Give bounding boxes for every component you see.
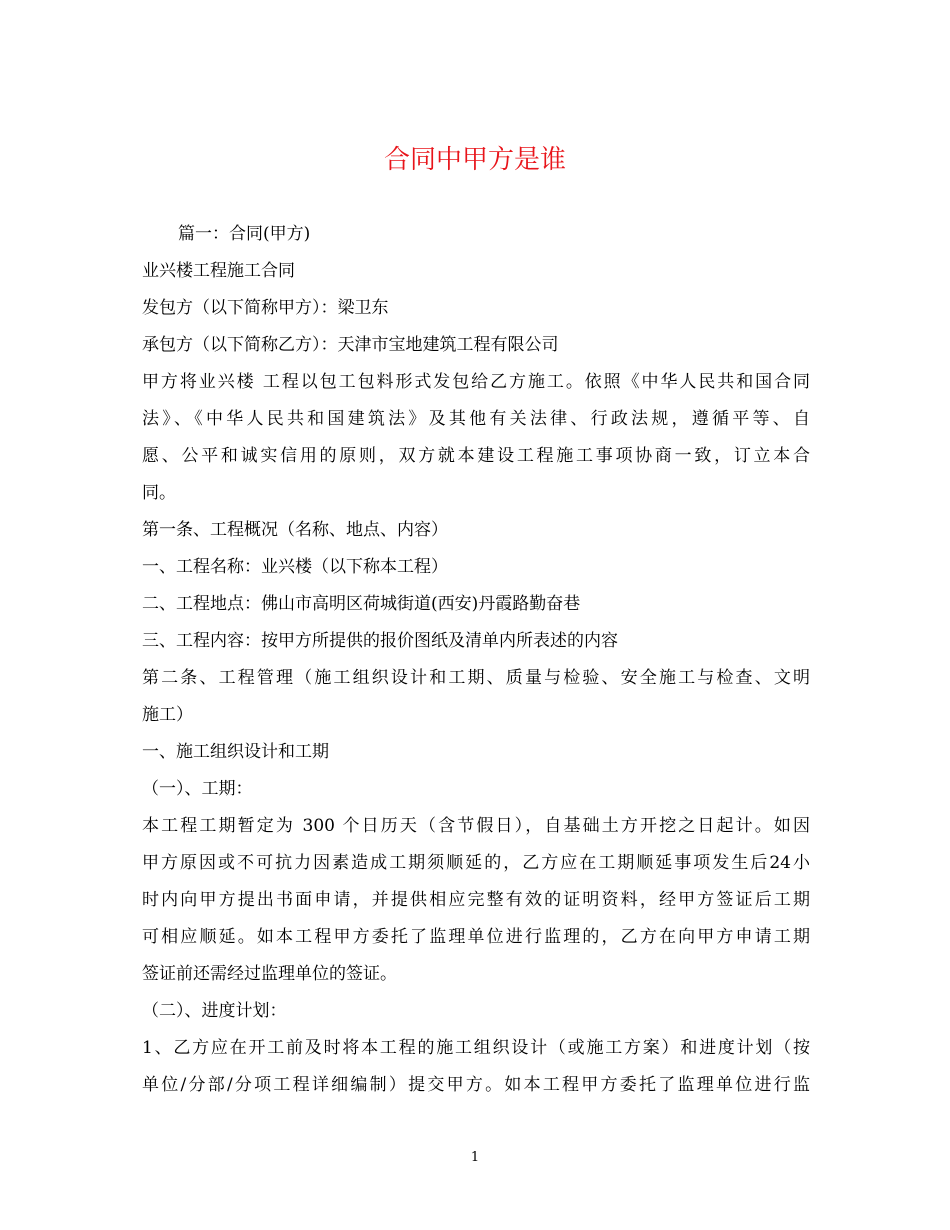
article-heading: 第二条、工程管理（施工组织设计和工期、质量与检验、安全施工与检查、文明 bbox=[142, 668, 810, 688]
body-line: 甲方将业兴楼 工程以包工包料形式发包给乙方施工。依照《中华人民共和国合同 bbox=[142, 372, 810, 392]
body-line: 甲方原因或不可抗力因素造成工期须顺延的，乙方应在工期顺延事项发生后24小 bbox=[142, 853, 810, 873]
body-line: 签证前还需经过监理单位的签证。 bbox=[142, 964, 397, 984]
contract-name: 业兴楼工程施工合同 bbox=[142, 261, 295, 281]
article-heading: 施工） bbox=[142, 705, 193, 725]
body-line: 本工程工期暂定为 300 个日历天（含节假日），自基础土方开挖之日起计。如因 bbox=[142, 816, 810, 836]
subsection-heading: （一）、工期： bbox=[142, 779, 253, 799]
document-title: 合同中甲方是谁 bbox=[383, 145, 566, 175]
body-line: 愿、公平和诚实信用的原则，双方就本建设工程施工事项协商一致，订立本合 bbox=[142, 446, 810, 466]
body-line: 法》、《中华人民共和国建筑法》及其他有关法律、行政法规，遵循平等、自 bbox=[142, 409, 810, 429]
body-line: 单位/分部/分项工程详细编制）提交甲方。如本工程甲方委托了监理单位进行监 bbox=[142, 1075, 810, 1095]
subsection-heading: 一、施工组织设计和工期 bbox=[142, 742, 329, 762]
body-line: 二、工程地点：佛山市高明区荷城街道(西安)丹霞路勤奋巷 bbox=[142, 594, 581, 614]
document-body bbox=[142, 216, 810, 1104]
article-heading: 第一条、工程概况（名称、地点、内容） bbox=[142, 520, 448, 540]
subsection-heading: （二）、进度计划： bbox=[142, 1001, 287, 1021]
page-number: 1 bbox=[470, 1150, 480, 1165]
party-a-line: 发包方（以下简称甲方）：梁卫东 bbox=[142, 298, 389, 318]
body-line: 同。 bbox=[142, 483, 176, 503]
body-line: 时内向甲方提出书面申请，并提供相应完整有效的证明资料，经甲方签证后工期 bbox=[142, 890, 810, 910]
body-line: 一、工程名称：业兴楼（以下称本工程） bbox=[142, 557, 448, 577]
section-heading: 篇一：合同(甲方) bbox=[178, 224, 311, 244]
body-line: 三、工程内容：按甲方所提供的报价图纸及清单内所表述的内容 bbox=[142, 631, 618, 651]
body-line: 可相应顺延。如本工程甲方委托了监理单位进行监理的，乙方在向甲方申请工期 bbox=[142, 927, 810, 947]
party-b-line: 承包方（以下简称乙方）：天津市宝地建筑工程有限公司 bbox=[142, 335, 559, 355]
body-line: 1、乙方应在开工前及时将本工程的施工组织设计（或施工方案）和进度计划（按 bbox=[142, 1038, 810, 1058]
